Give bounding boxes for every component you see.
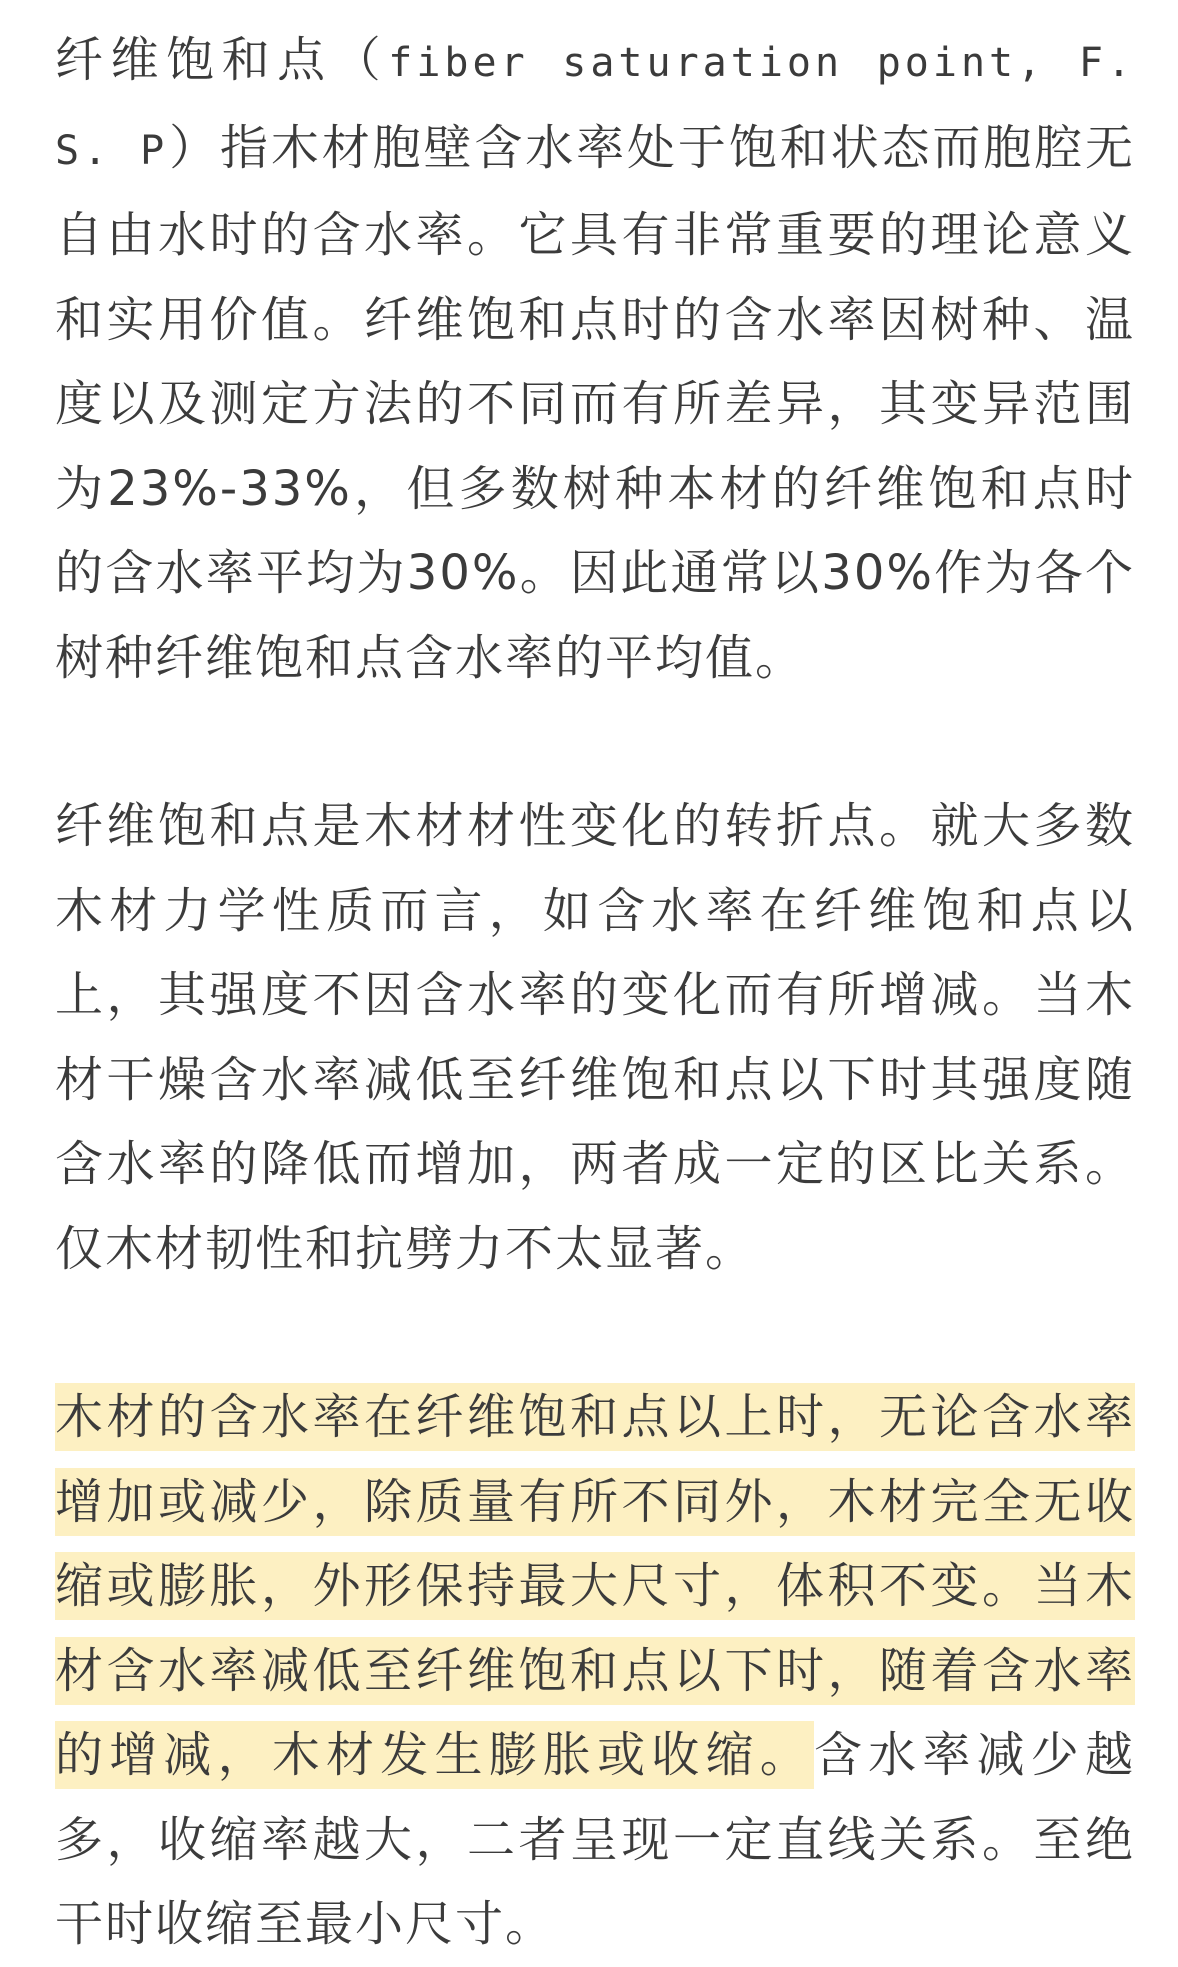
turning-point-text: 纤维饱和点是木材材性变化的转折点。就大多数木材力学性质而言，如含水率在纤维饱和点以上，其强度不因含水率的变化而有所增减。当木材干燥含水率减低至纤维饱和点以下时其强度随含水率的降低而增加，两者成一定的区比关系。仅木材韧性和抗劈力不太显著。 [55, 798, 1135, 1277]
paragraph-fiber-saturation-definition [55, 18, 1135, 700]
definition-text: ）指木材胞壁含水率处于饱和状态而胞腔无自由水时的含水率。它具有非常重要的理论意义和实用价值。纤维饱和点时的含水率因树种、温度以及测定方法的不同而有所差异，其变异范围为23%-33%，但多数树种本材的纤维饱和点时的含水率平均为30%。因此通常以30%作为各个树种纤维饱和点含水率的平均值。 [55, 119, 1135, 686]
article-body [55, 18, 1135, 1967]
definition-lead: 纤维饱和点（ [55, 32, 389, 88]
paragraph-shrinkage [55, 1375, 1135, 1967]
shrinkage-text: 含水率减少越多，收缩率越大，二者呈现一定直线关系。至绝干时收缩至最小尺寸。 [55, 1727, 1135, 1952]
paragraph-turning-point [55, 784, 1135, 1291]
english-term: fiber saturation point, F. S. P [55, 40, 1135, 174]
highlighted-text[interactable]: 木材的含水率在纤维饱和点以上时，无论含水率增加或减少，除质量有所不同外，木材完全无收缩或膨胀，外形保持最大尺寸，体积不变。当木材含水率减低至纤维饱和点以下时，随着含水率的增减，木材发生膨胀或收缩。 [55, 1383, 1135, 1789]
